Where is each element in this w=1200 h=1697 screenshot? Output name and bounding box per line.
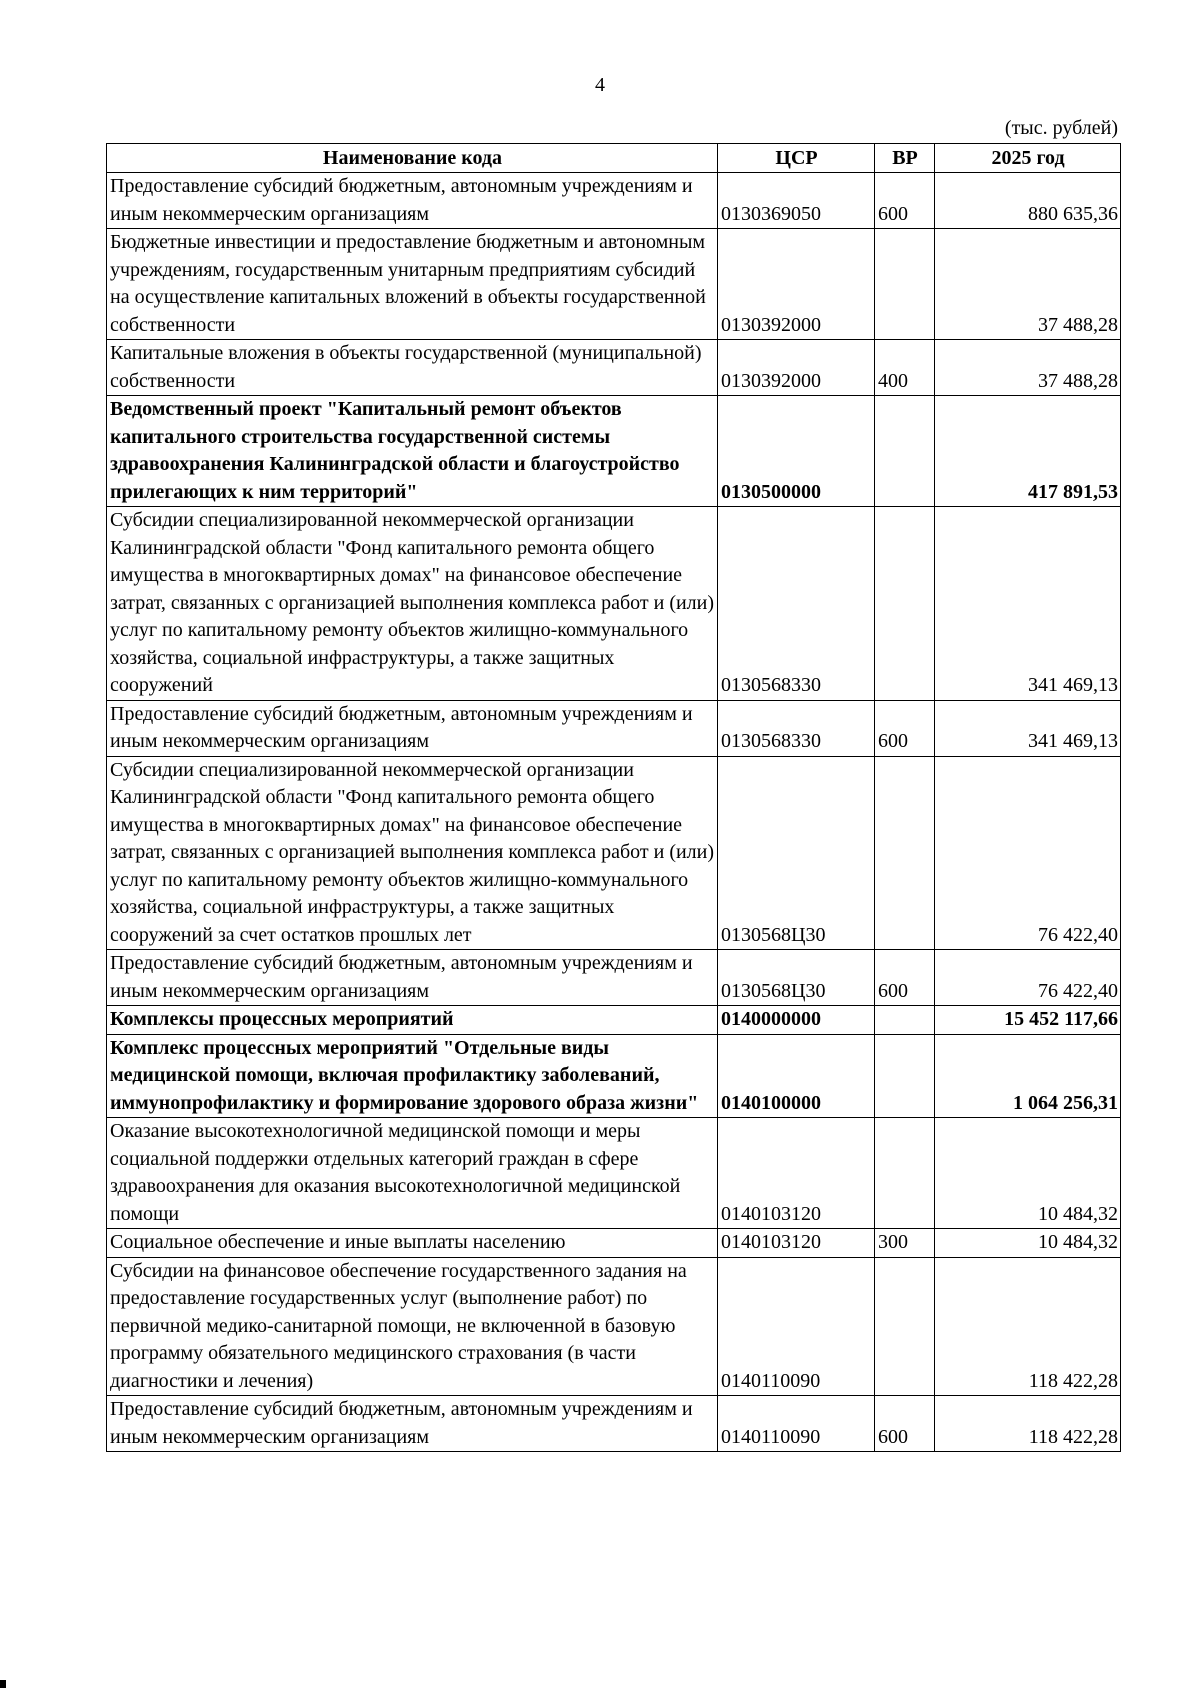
row-vr <box>875 1118 935 1229</box>
page-number: 4 <box>595 74 605 96</box>
row-amount: 10 484,32 <box>935 1118 1121 1229</box>
table-row <box>107 1229 1121 1258</box>
row-name: Субсидии на финансовое обеспечение государственного задания на предоставление государственных услуг (выполнение работ) по первичной медико-санитарной помощи, не включенной в базовую программу обязательного медицинского страхования (в части диагностики и лечения) <box>107 1257 718 1396</box>
row-csr: 0130568Ц30 <box>718 950 875 1006</box>
table-row <box>107 700 1121 756</box>
row-vr: 300 <box>875 1229 935 1258</box>
row-name: Комплекс процессных мероприятий "Отдельные виды медицинской помощи, включая профилактику заболеваний, иммунопрофилактику и формирование здорового образа жизни" <box>107 1034 718 1118</box>
row-name: Субсидии специализированной некоммерческой организации Калининградской области "Фонд капитального ремонта общего имущества в многоквартирных домах" на финансовое обеспечение затрат, связанных с организацией выполнения комплекса работ и (или) услуг по капитальному ремонту объектов жилищно-коммунального хозяйства, социальной инфраструктуры, а также защитных сооружений <box>107 507 718 701</box>
table-row <box>107 950 1121 1006</box>
row-vr: 600 <box>875 173 935 229</box>
row-name: Социальное обеспечение и иные выплаты населению <box>107 1229 718 1258</box>
header-name: Наименование кода <box>107 144 718 173</box>
header-vr: ВР <box>875 144 935 173</box>
row-vr <box>875 1034 935 1118</box>
row-csr: 0130369050 <box>718 173 875 229</box>
row-name: Предоставление субсидий бюджетным, автономным учреждениям и иным некоммерческим организациям <box>107 700 718 756</box>
row-amount: 10 484,32 <box>935 1229 1121 1258</box>
row-amount: 76 422,40 <box>935 756 1121 950</box>
row-csr: 0130568330 <box>718 507 875 701</box>
row-vr <box>875 1006 935 1035</box>
row-name: Предоставление субсидий бюджетным, автономным учреждениям и иным некоммерческим организациям <box>107 1396 718 1452</box>
row-vr <box>875 1257 935 1396</box>
row-csr: 0130568330 <box>718 700 875 756</box>
table-row <box>107 1396 1121 1452</box>
table-row <box>107 756 1121 950</box>
row-amount: 1 064 256,31 <box>935 1034 1121 1118</box>
row-name: Предоставление субсидий бюджетным, автономным учреждениям и иным некоммерческим организациям <box>107 173 718 229</box>
row-csr: 0130568Ц30 <box>718 756 875 950</box>
row-csr: 0140103120 <box>718 1118 875 1229</box>
row-vr <box>875 756 935 950</box>
row-name: Предоставление субсидий бюджетным, автономным учреждениям и иным некоммерческим организациям <box>107 950 718 1006</box>
row-csr: 0140110090 <box>718 1396 875 1452</box>
table-row <box>107 1118 1121 1229</box>
row-csr: 0140103120 <box>718 1229 875 1258</box>
row-vr <box>875 229 935 340</box>
table-row <box>107 340 1121 396</box>
header-row <box>107 144 1121 173</box>
row-amount: 15 452 117,66 <box>935 1006 1121 1035</box>
row-amount: 37 488,28 <box>935 340 1121 396</box>
row-vr: 600 <box>875 950 935 1006</box>
budget-table <box>106 143 1121 1452</box>
row-amount: 341 469,13 <box>935 507 1121 701</box>
header-year: 2025 год <box>935 144 1121 173</box>
row-vr: 600 <box>875 700 935 756</box>
row-name: Капитальные вложения в объекты государственной (муниципальной) собственности <box>107 340 718 396</box>
row-amount: 417 891,53 <box>935 396 1121 507</box>
table-row <box>107 1006 1121 1035</box>
row-name: Субсидии специализированной некоммерческой организации Калининградской области "Фонд капитального ремонта общего имущества в многоквартирных домах" на финансовое обеспечение затрат, связанных с организацией выполнения комплекса работ и (или) услуг по капитальному ремонту объектов жилищно-коммунального хозяйства, социальной инфраструктуры, а также защитных сооружений за счет остатков прошлых лет <box>107 756 718 950</box>
row-vr <box>875 396 935 507</box>
row-amount: 76 422,40 <box>935 950 1121 1006</box>
row-csr: 0130392000 <box>718 229 875 340</box>
row-name: Ведомственный проект "Капитальный ремонт объектов капитального строительства государственной системы здравоохранения Калининградской области и благоустройство прилегающих к ним территорий" <box>107 396 718 507</box>
row-csr: 0130500000 <box>718 396 875 507</box>
row-amount: 37 488,28 <box>935 229 1121 340</box>
row-name: Комплексы процессных мероприятий <box>107 1006 718 1035</box>
row-vr <box>875 507 935 701</box>
row-csr: 0140110090 <box>718 1257 875 1396</box>
row-name: Оказание высокотехнологичной медицинской помощи и меры социальной поддержки отдельных категорий граждан в сфере здравоохранения для оказания высокотехнологичной медицинской помощи <box>107 1118 718 1229</box>
row-amount: 118 422,28 <box>935 1396 1121 1452</box>
row-csr: 0140000000 <box>718 1006 875 1035</box>
table-row <box>107 173 1121 229</box>
row-amount: 880 635,36 <box>935 173 1121 229</box>
units-label: (тыс. рублей) <box>1004 117 1118 139</box>
table-row <box>107 507 1121 701</box>
header-csr: ЦСР <box>718 144 875 173</box>
table-row <box>107 229 1121 340</box>
table-row <box>107 396 1121 507</box>
row-vr: 400 <box>875 340 935 396</box>
row-vr: 600 <box>875 1396 935 1452</box>
scan-mark <box>0 1680 6 1688</box>
row-amount: 118 422,28 <box>935 1257 1121 1396</box>
row-csr: 0130392000 <box>718 340 875 396</box>
table-row <box>107 1257 1121 1396</box>
table-row <box>107 1034 1121 1118</box>
row-name: Бюджетные инвестиции и предоставление бюджетным и автономным учреждениям, государственным унитарным предприятиям субсидий на осуществление капитальных вложений в объекты государственной собственности <box>107 229 718 340</box>
row-csr: 0140100000 <box>718 1034 875 1118</box>
row-amount: 341 469,13 <box>935 700 1121 756</box>
